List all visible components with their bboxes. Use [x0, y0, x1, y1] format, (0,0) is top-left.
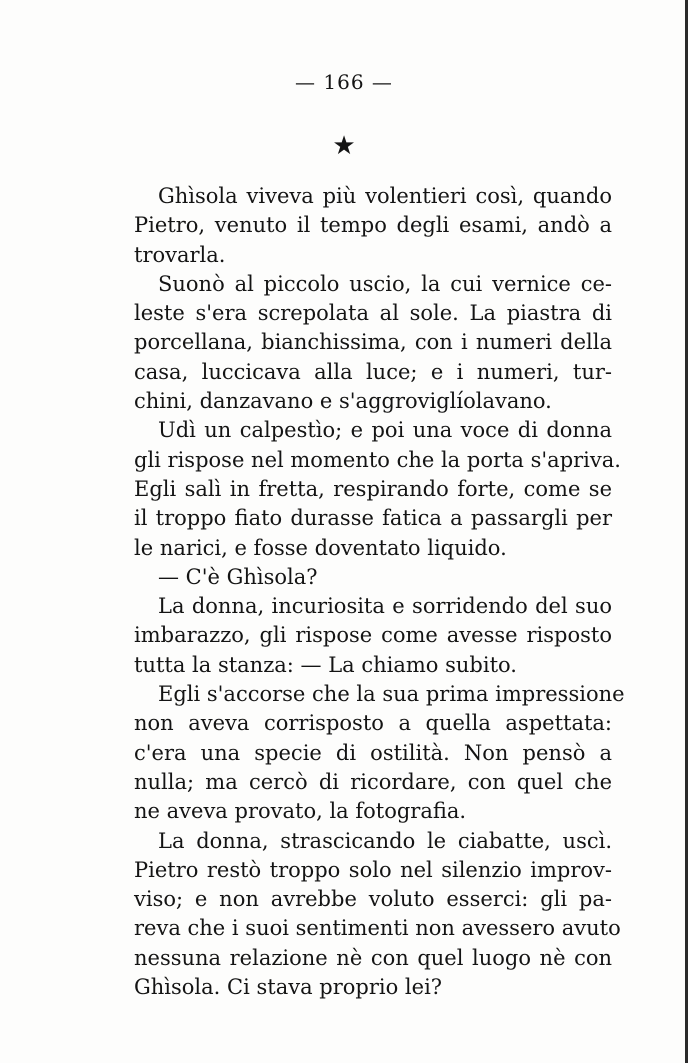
- text-line: Pietro restò troppo solo nel silenzio improv-: [134, 857, 612, 882]
- text-line: Suonò al piccolo uscio, la cui vernice ce-: [158, 271, 612, 296]
- text-line: porcellana, bianchissima, con i numeri della: [134, 330, 612, 355]
- text-line: nulla; ma cercò di ricordare, con quel che: [134, 769, 612, 794]
- text-line: ne aveva provato, la fotografia.: [134, 799, 467, 824]
- star-ornament-icon: ★: [332, 131, 356, 161]
- text-line: Pietro, venuto il tempo degli esami, andò a: [134, 213, 612, 238]
- text-line: Egli salì in fretta, respirando forte, come se: [134, 476, 612, 501]
- text-line: Egli s'accorse che la sua prima impressione: [158, 682, 625, 707]
- text-line: La donna, strascicando le ciabatte, uscì.: [158, 828, 612, 853]
- text-line: Udì un calpestìo; e poi una voce di donna: [158, 418, 612, 443]
- page-number: — 166 —: [295, 70, 393, 94]
- text-line: chini, danzavano e s'aggroviglíolavano.: [134, 389, 552, 414]
- text-line: tutta la stanza: — La chiamo subito.: [134, 652, 517, 677]
- text-line: La donna, incuriosita e sorridendo del suo: [158, 594, 612, 619]
- text-line: trovarla.: [134, 242, 226, 267]
- text-line: reva che i suoi sentimenti non avessero avuto: [134, 916, 621, 941]
- text-line: — C'è Ghìsola?: [158, 564, 318, 589]
- body-text: [134, 182, 625, 1002]
- text-line: il troppo fiato durasse fatica a passargli per: [134, 506, 612, 531]
- text-line: nessuna relazione nè con quel luogo nè con: [134, 945, 612, 970]
- text-line: gli rispose nel momento che la porta s'apriva.: [134, 447, 621, 472]
- text-line: viso; e non avrebbe voluto esserci: gli pa-: [134, 887, 612, 912]
- text-line: Ghìsola viveva più volentieri così, quando: [158, 184, 612, 208]
- text-line: non aveva corrisposto a quella aspettata:: [134, 711, 612, 736]
- text-line: casa, luccicava alla luce; e i numeri, tur-: [134, 359, 612, 384]
- text-line: le narici, e fosse doventato liquido.: [134, 535, 507, 560]
- text-line: c'era una specie di ostilità. Non pensò a: [134, 740, 612, 765]
- text-line: Ghìsola. Ci stava proprio lei?: [134, 975, 443, 1000]
- text-line: imbarazzo, gli rispose come avesse risposto: [134, 623, 612, 648]
- text-line: leste s'era screpolata al sole. La piastra di: [134, 301, 612, 326]
